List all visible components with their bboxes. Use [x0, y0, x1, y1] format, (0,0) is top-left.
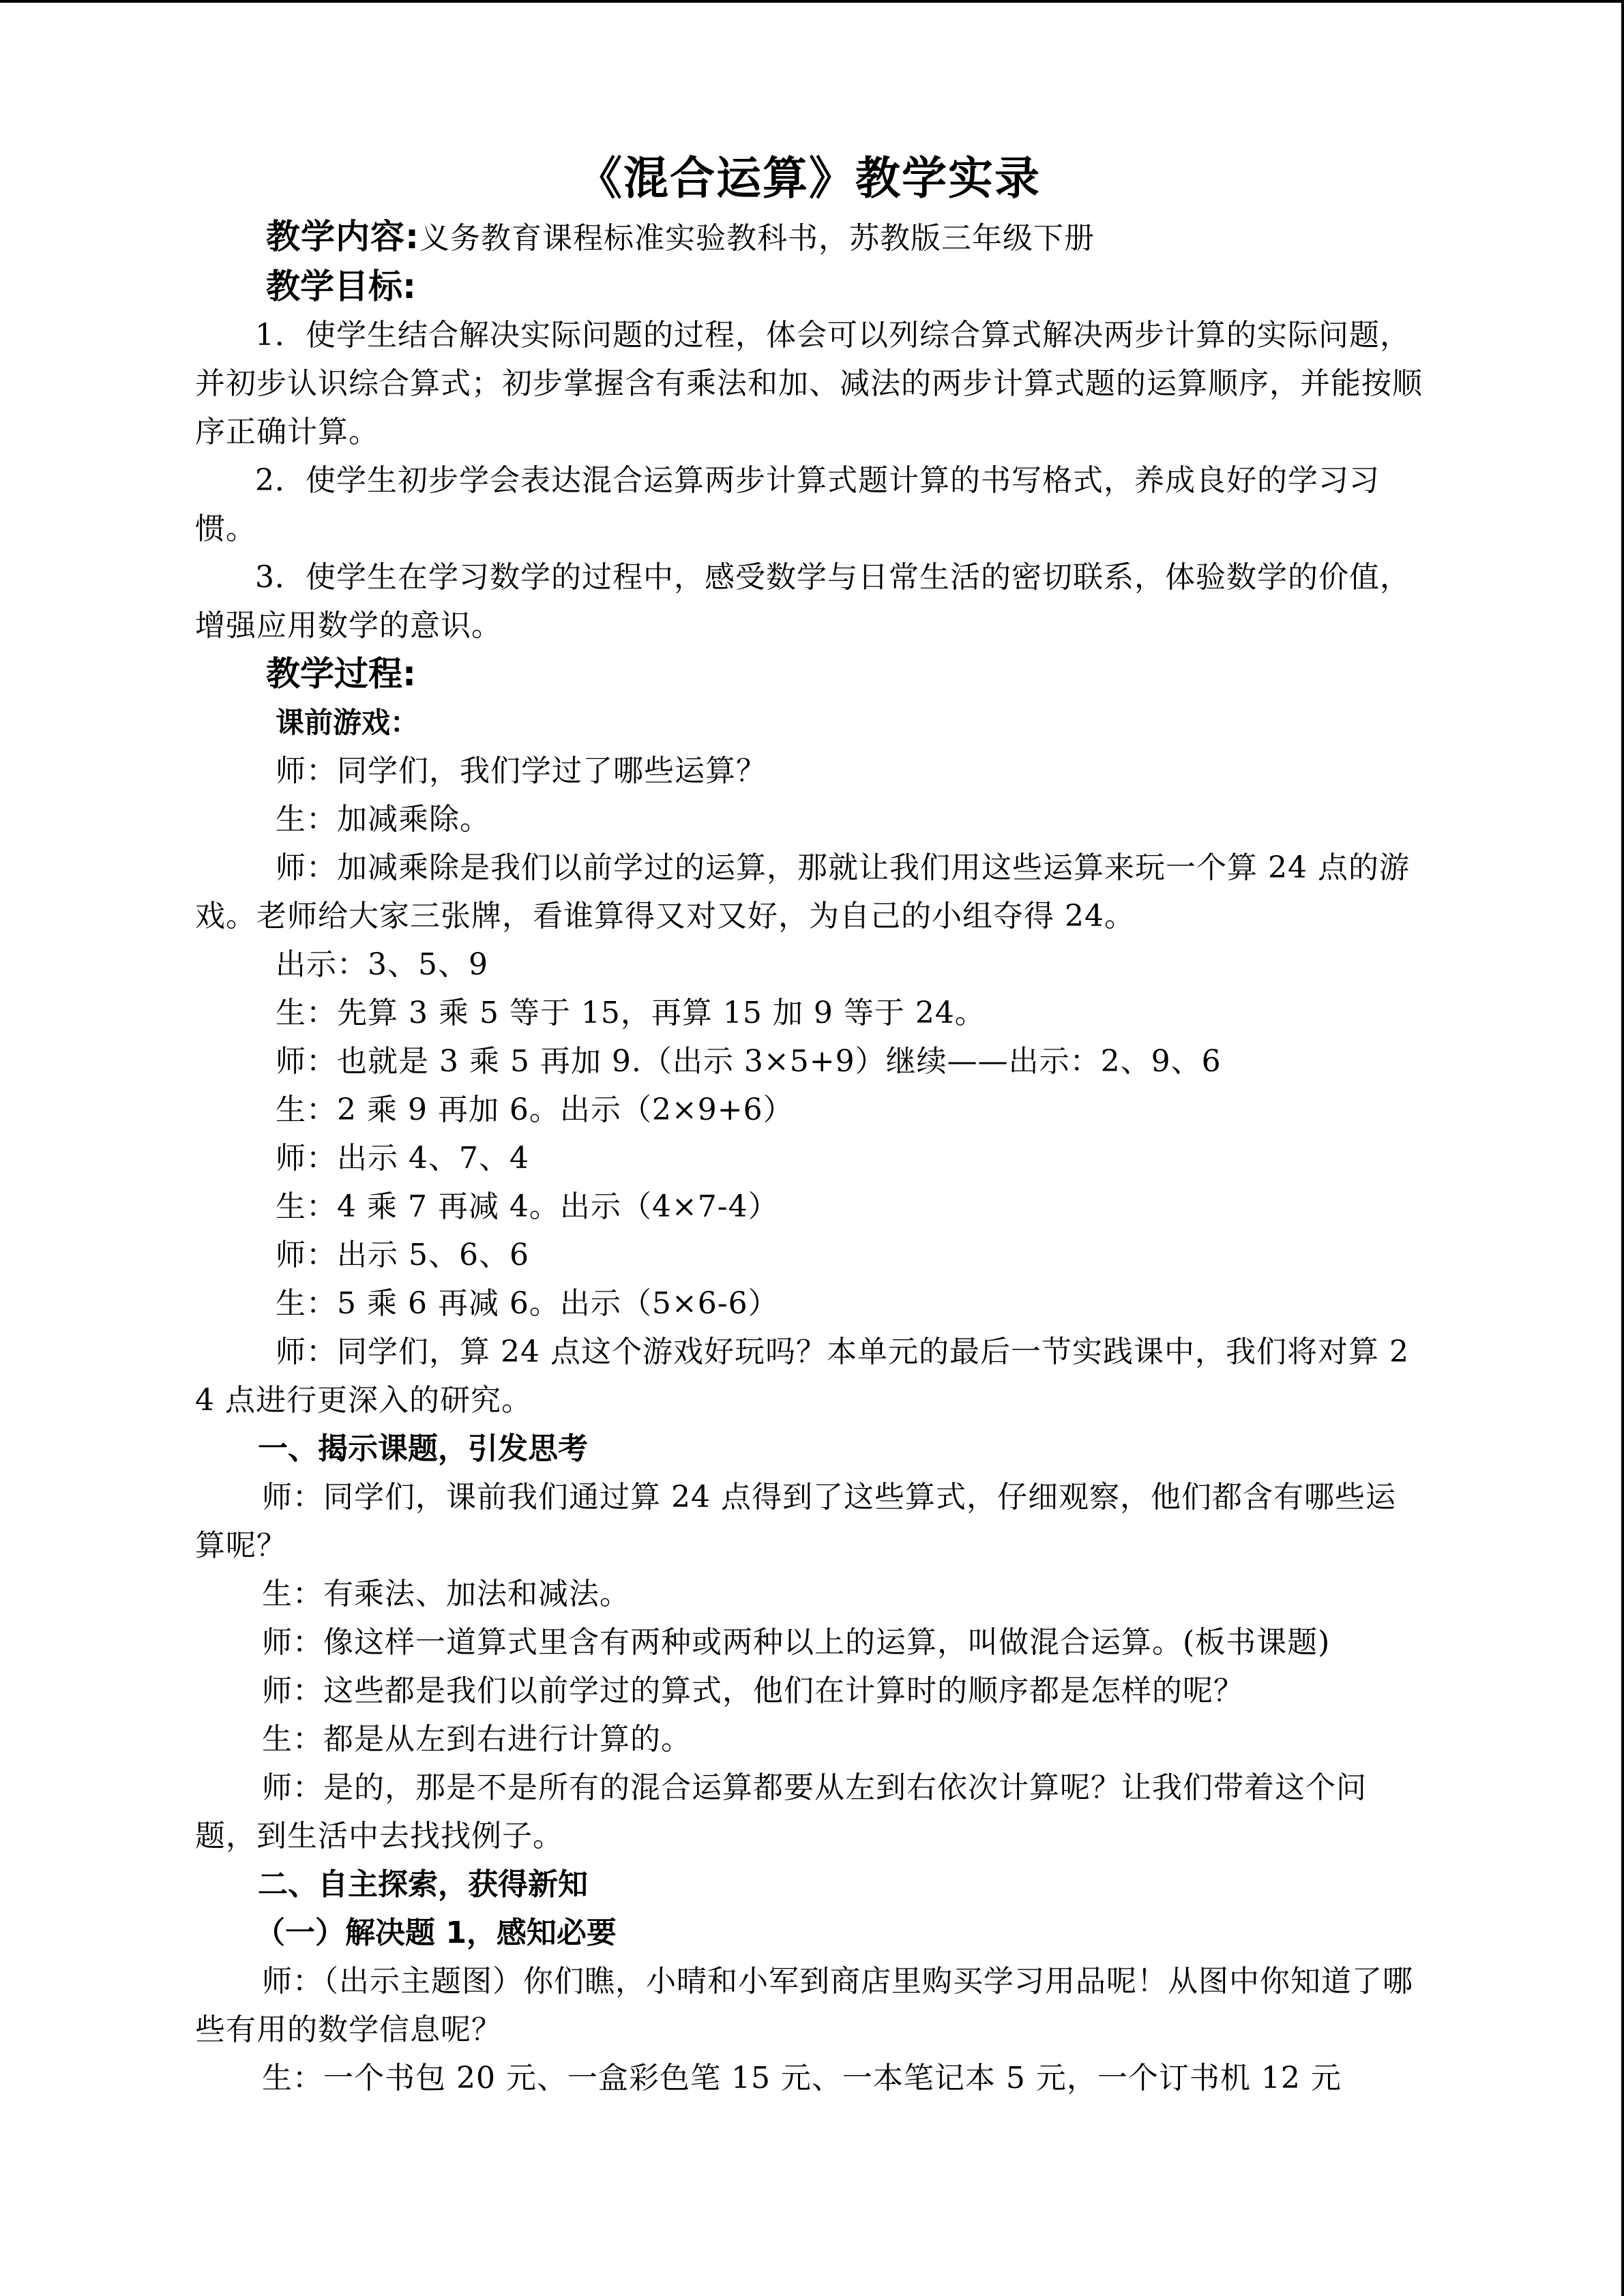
warmup-line: 生：4 乘 7 再减 4。出示（4×7-4） [276, 1189, 779, 1224]
document-body [195, 145, 1423, 2102]
teaching-goals-heading: 教学目标: [266, 267, 416, 306]
warmup-line: 出示：3、5、9 [276, 947, 488, 982]
warmup-line: 生：2 乘 9 再加 6。出示（2×9+6） [276, 1092, 794, 1127]
goal-item-2: 2．使学生初步学会表达混合运算两步计算式题计算的书写格式，养成良好的学习习惯。 [195, 463, 1380, 546]
section-2-line: 师：（出示主题图）你们瞧，小晴和小军到商店里购买学习用品呢！从图中你知道了哪些有用的数学信息呢？ [195, 1964, 1413, 2047]
section-1-line: 师：是的，那是不是所有的混合运算都要从左到右依次计算呢？让我们带着这个问题，到生活中去找找例子。 [195, 1770, 1367, 1853]
warmup-line: 生：先算 3 乘 5 等于 15，再算 15 加 9 等于 24。 [276, 996, 986, 1030]
section-2-heading: 二、自主探索，获得新知 [258, 1867, 588, 1902]
goal-item-1: 1．使学生结合解决实际问题的过程，体会可以列综合算式解决两步计算的实际问题，并初步认识综合算式；初步掌握含有乘法和加、减法的两步计算式题的运算顺序，并能按顺序正确计算。 [195, 318, 1423, 449]
warmup-line: 师：加减乘除是我们以前学过的运算，那就让我们用这些运算来玩一个算 24 点的游戏。老师给大家三张牌，看谁算得又对又好，为自己的小组夺得 24。 [195, 850, 1410, 934]
section-1-line: 生：都是从左到右进行计算的。 [262, 1722, 692, 1757]
warmup-line: 师：同学们，我们学过了哪些运算？ [276, 754, 767, 788]
teaching-content-label: 教学内容: [266, 217, 419, 256]
warmup-line: 生：5 乘 6 再减 6。出示（5×6-6） [276, 1286, 779, 1321]
page-top-border [0, 0, 1624, 3]
warmup-line: 生：加减乘除。 [276, 802, 490, 837]
teaching-content [195, 213, 1423, 263]
section-1-line: 师：这些都是我们以前学过的算式，他们在计算时的顺序都是怎样的呢？ [262, 1673, 1244, 1708]
warmup-line: 师：同学们，算 24 点这个游戏好玩吗？本单元的最后一节实践课中，我们将对算 24 点进行更深入的研究。 [195, 1335, 1409, 1418]
section-1-line: 师：同学们，课前我们通过算 24 点得到了这些算式，仔细观察，他们都含有哪些运算呢？ [195, 1480, 1396, 1563]
teaching-content-text: 义务教育课程标准实验教科书，苏教版三年级下册 [419, 221, 1095, 256]
section-1-line: 师：像这样一道算式里含有两种或两种以上的运算，叫做混合运算。(板书课题) [262, 1625, 1331, 1660]
subsection-1-heading: （一）解决题 1，感知必要 [255, 1915, 617, 1950]
warmup-heading: 课前游戏： [276, 706, 419, 739]
goal-item-3: 3．使学生在学习数学的过程中，感受数学与日常生活的密切联系，体验数学的价值，增强应用数学的意识。 [195, 560, 1411, 643]
warmup-line: 师：出示 4、7、4 [276, 1141, 529, 1176]
page-right-border [1621, 0, 1624, 2296]
section-1-line: 生：有乘法、加法和减法。 [262, 1577, 630, 1611]
warmup-line: 师：出示 5、6、6 [276, 1238, 529, 1272]
section-2-line: 生：一个书包 20 元、一盒彩色笔 15 元、一本笔记本 5 元，一个订书机 12 元 [262, 2061, 1342, 2096]
warmup-line: 师：也就是 3 乘 5 再加 9.（出示 3×5+9）继续——出示：2、9、6 [276, 1044, 1222, 1079]
document-title: 《混合运算》教学实录 [577, 152, 1041, 205]
section-1-heading: 一、揭示课题，引发思考 [258, 1431, 588, 1466]
teaching-process-heading: 教学过程: [266, 654, 416, 694]
